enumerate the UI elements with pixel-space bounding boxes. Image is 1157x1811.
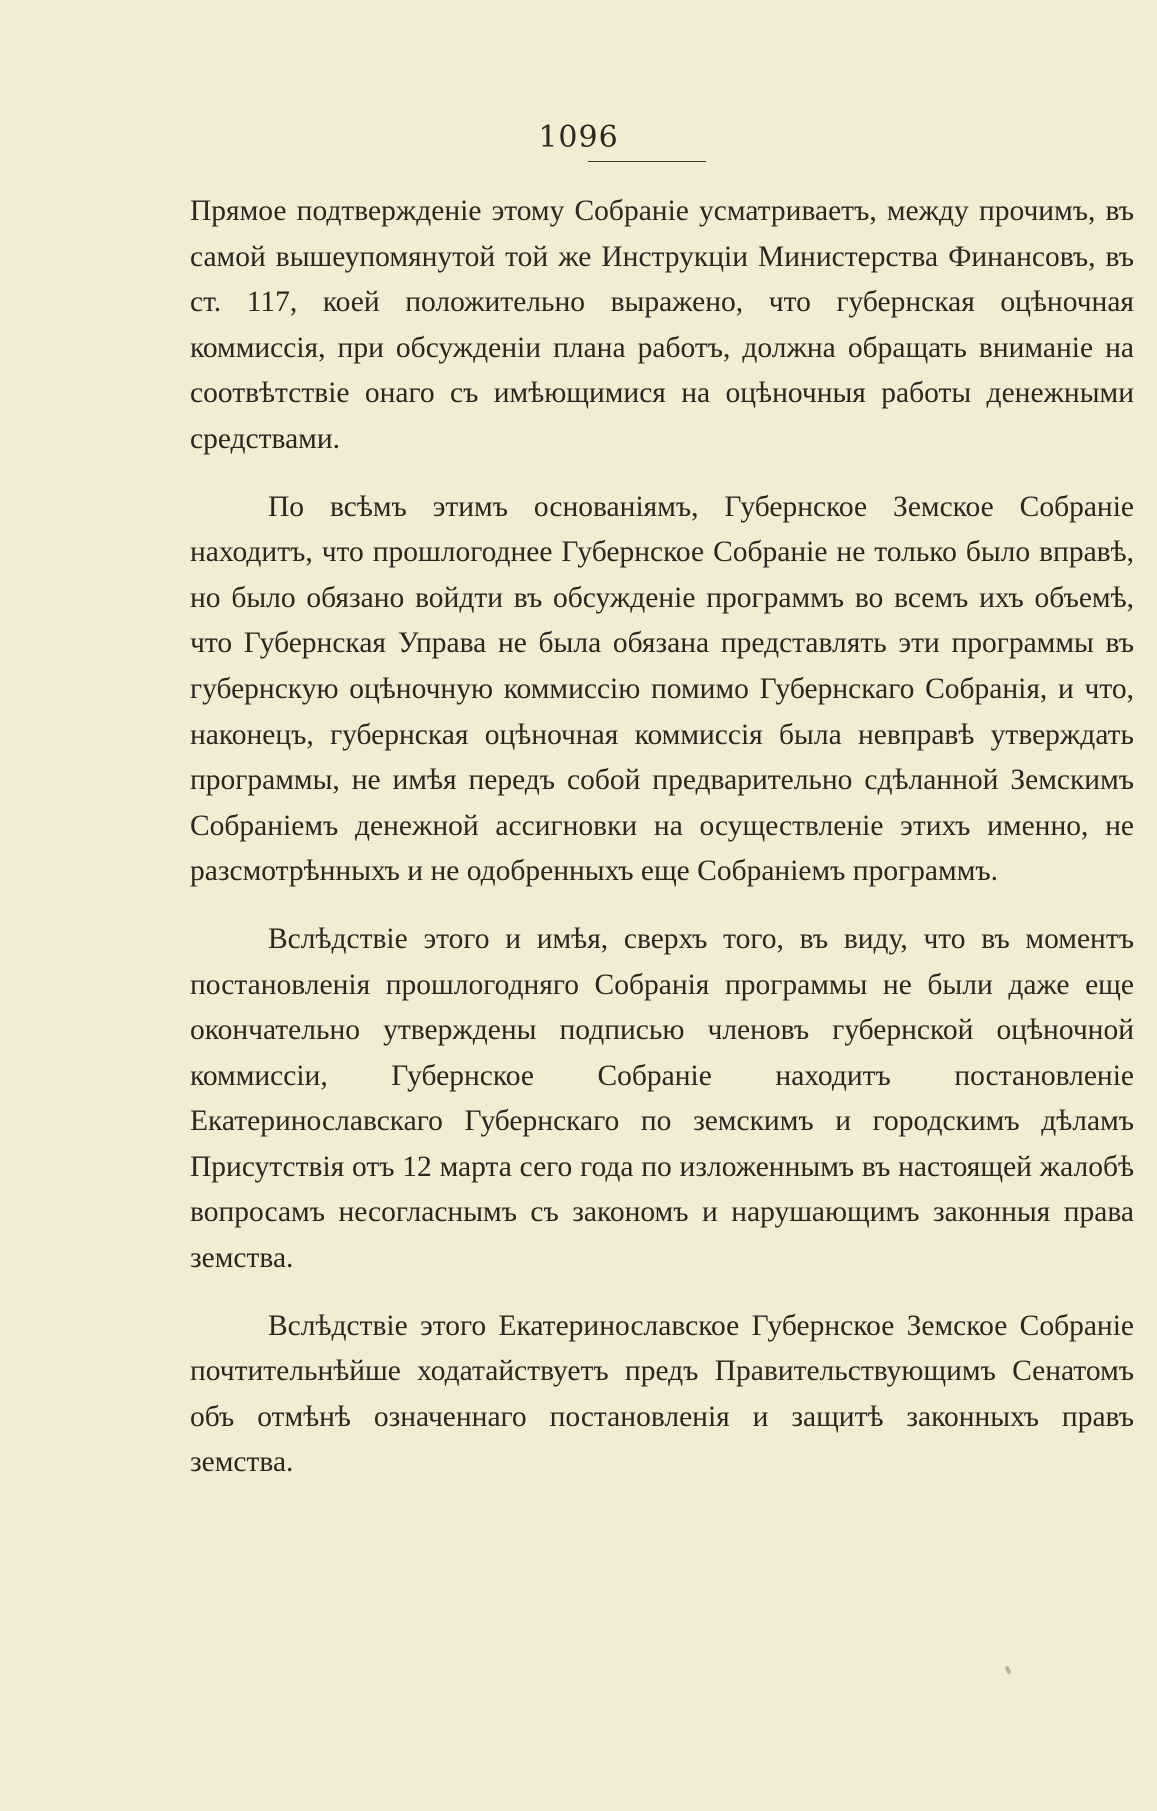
body-text xyxy=(190,189,1134,1486)
paragraph-2: По всѣмъ этимъ основаніямъ, Губернское Земское Собраніе находитъ, что прошлогоднее Губернское Собраніе не только было вправѣ, но было обязано войдти въ обсужденіе программъ во всемъ ихъ объемѣ, что Губернская Управа не была обязана представлять эти программы въ губернскую оцѣночную коммиссію помимо Губернскаго Собранія, и что, наконецъ, губернская оцѣночная коммиссія была невправѣ утверждать программы, не имѣя передъ собой предварительно сдѣланной Земскимъ Собраніемъ денежной ассигновки на осуществленіе этихъ именно, не разсмотрѣнныхъ и не одобренныхъ еще Собраніемъ программъ. xyxy=(190,490,1134,888)
page-number-underline xyxy=(588,161,706,162)
paragraph-4: Вслѣдствіе этого Екатеринославское Губернское Земское Собраніе почтительнѣйше ходатайствуетъ предъ Правительствующимъ Сенатомъ объ отмѣнѣ означеннаго постановленія и защитѣ законныхъ правъ земства. xyxy=(190,1309,1134,1479)
paragraph-3: Вслѣдствіе этого и имѣя, сверхъ того, въ виду, что въ моментъ постановленія прошлогодняго Собранія программы не были даже еще окончательно утверждены подписью членовъ губернской оцѣночной коммиссіи, Губернское Собраніе находитъ постановленіе Екатеринославскаго Губернскаго по земскимъ и городскимъ дѣламъ Присутствія отъ 12 марта сего года по изложеннымъ въ настоящей жалобѣ вопросамъ несогласнымъ съ закономъ и нарушающимъ законныя права земства. xyxy=(190,922,1134,1275)
paragraph-1: Прямое подтвержденіе этому Собраніе усматриваетъ, между прочимъ, въ самой вышеупомянутой той же Инструкціи Министерства Финансовъ, въ ст. 117, коей положительно выражено, что губернская оцѣночная коммиссія, при обсужденіи плана работъ, должна обращать вниманіе на соотвѣтствіе онаго съ имѣющимися на оцѣночныя работы денежными средствами. xyxy=(190,195,1134,455)
paper-blemish xyxy=(1004,1666,1011,1675)
page-number: 1096 xyxy=(538,120,619,155)
